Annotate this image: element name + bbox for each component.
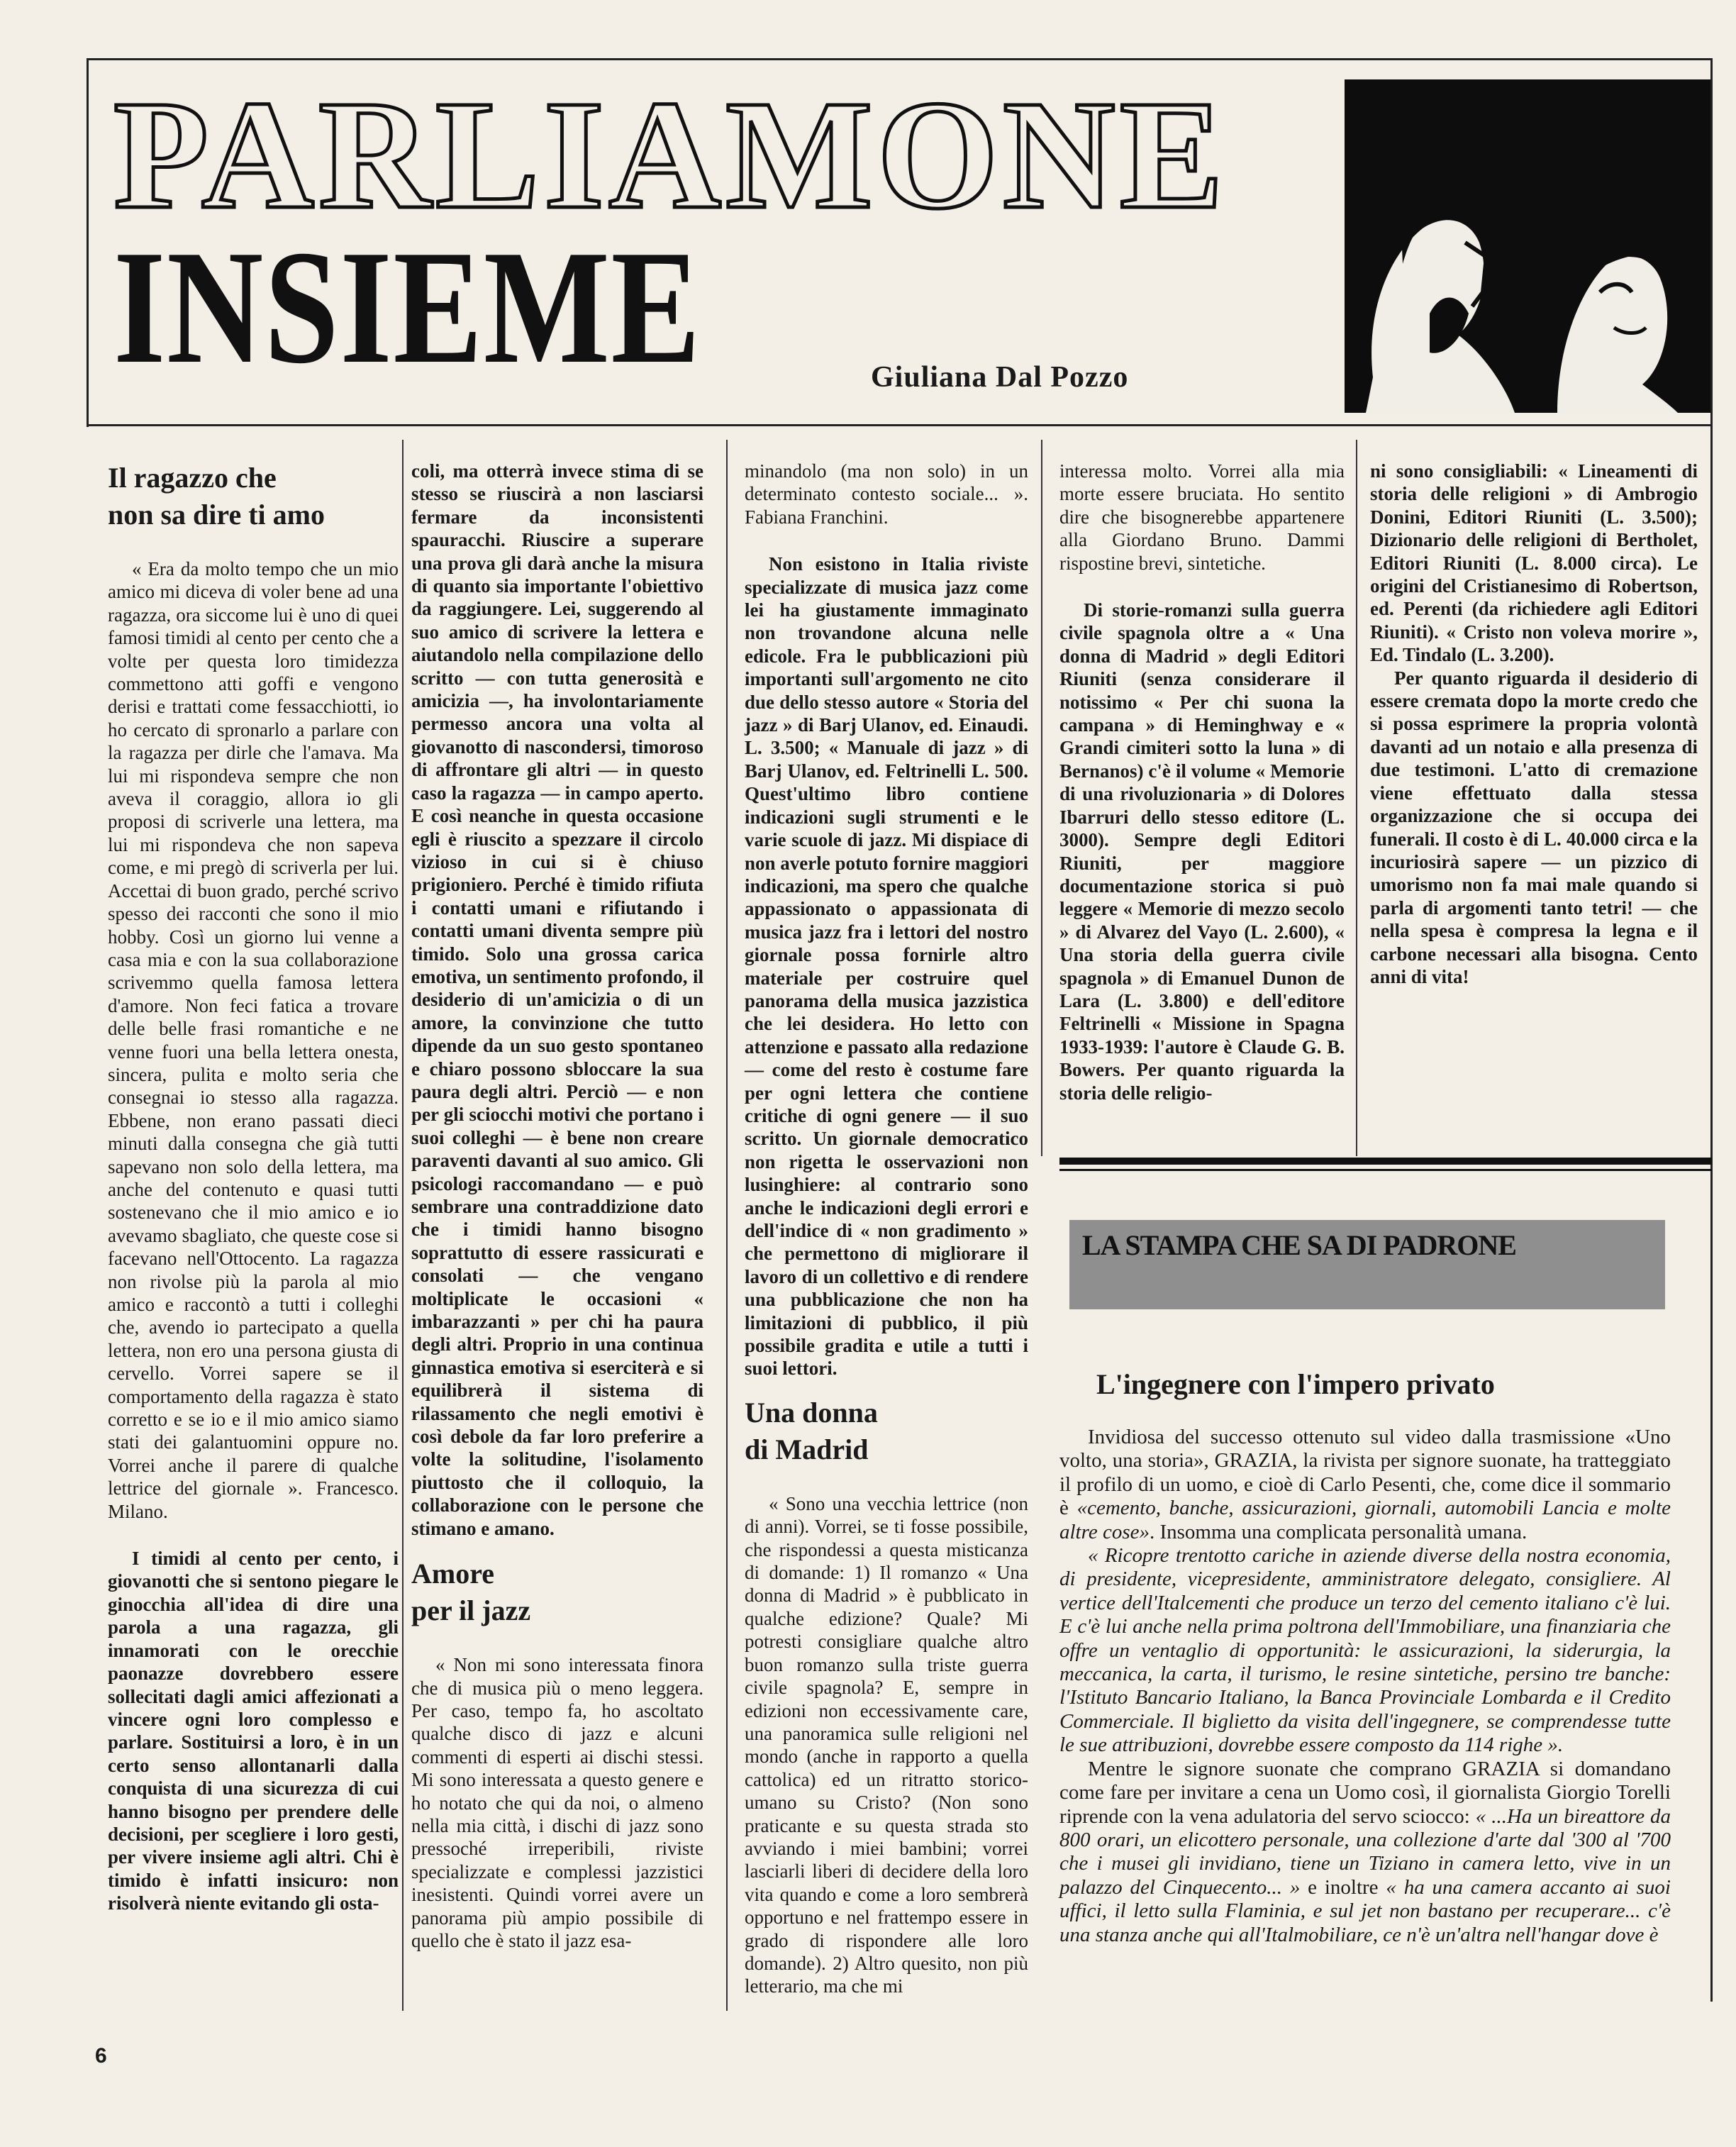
answer-cremazione: Per quanto riguarda il desiderio di essere cremata dopo la morte credo che si possa esprimere la propria volontà davanti ad un notaio e alla presenza di due testimoni. L'atto di cremazione viene effettuato dalla stessa organizzazione che si occupa dei funerali. Il costo è di L. 40.000 circa e la incuriosirà sapere — un pizzico di umorismo non fa mai male quando si parla di argomenti tanto tetri! — che nella spesa è compresa la legna e il carbone necessari alla bisogna. Cento anni di vita! <box>1370 667 1698 987</box>
heading-ragazzo-line2: non sa dire ti amo <box>108 499 325 531</box>
stampa-banner <box>1069 1220 1665 1309</box>
article-p3-text: Mentre le signore suonate che comprano GRAZIA si domandano come fare per invitare a cena un Uomo così, il giornalista Giorgio Torelli riprende con la vena adulatoria del servo sciocco: <box>1059 1757 1671 1828</box>
heading-ragazzo-line1: Il ragazzo che <box>108 462 277 494</box>
answer-timidi-continued: coli, ma otterrà invece stima di se stesso se riuscirà a non lasciarsi fermare da inconsistenti spauracchi. Riuscire a superare una prova gli darà anche la misura di quanto sia importante l'obiettivo da raggiungere. Lei, suggerendo al suo amico di scrivere la lettera e aiutandolo nella compilazione dello scritto — con tutta generosità e amicizia —, ha involontariamente permesso ancora una volta al giovanotto di nascondersi, timoroso di affrontare gli altri — in questo caso la ragazza — in campo aperto. E così neanche in questa occasione egli è riuscito a spezzare il circolo vizioso in cui si è chiuso prigioniero. Perché è timido rifiuta i contatti umani e rifiutando i contatti umani diventa sempre più timido. Solo una grossa carica emotiva, un sentimento profondo, il desiderio di un'amicizia o di un amore, la convinzione che tutto dipende da un suo gesto spontaneo e chiaro possono sbloccare la sua paura degli altri. Perciò — e non per gli sciocchi motivi che portano i suoi colleghi — è bene non creare paraventi davanti al suo amico. Gli psicologi raccomandano — e può sembrare una contraddizione dato che i timidi hanno bisogno soprattutto di essere rassicurati e consolati — che vengano moltiplicate le occasioni « imbarazzanti » per chi ha paura degli altri. Proprio in una continua ginnastica emotiva si eserciterà e si equilibrerà il sistema di rilassamento che negli emotivi è così debole da far loro preferire a volte la solitudine, l'isolamento piuttosto che il colloquio, la collaborazione con le persone che stimano e amano. <box>411 460 703 1539</box>
page-number: 6 <box>95 2044 107 2068</box>
women-illustration <box>1345 79 1710 413</box>
page-right-rule <box>1710 58 1713 2002</box>
article-p3-connector: e inoltre <box>1300 1875 1386 1899</box>
column-rule-3 <box>1041 440 1042 1156</box>
heading-jazz-line1: Amore <box>411 1558 494 1590</box>
answer-madrid: Di storie-romanzi sulla guerra civile spagnola oltre a « Una donna di Madrid » degli Editori Riuniti (senza considerare il notissimo « Per chi suona la campana » di Heminghway e « Grandi cimiteri sotto la luna » di Bernanos) c'è il volume « Memorie di una rivoluzionaria » di Dolores Ibarruri dello stesso editore (L. 3000). Sempre degli Editori Riuniti, per maggiore documentazione storica si può leggere « Memorie di mezzo secolo » di Alvarez del Vayo (L. 2.600), « Una storia della guerra civile spagnola » di Emanuel Dunon de Lara (L. 3.800) e dell'editore Feltrinelli « Missione in Spagna 1933-1939: l'autore è Claude G. B. Bowers. Per quanto riguarda la storia delle religio- <box>1059 599 1345 1104</box>
stampa-banner-label: LA STAMPA CHE SA DI PADRONE <box>1082 1229 1516 1261</box>
article-p1-quote: «cemento, banche, assicurazioni, giornali, automobili Lancia e molte altre cose» <box>1059 1497 1671 1543</box>
section-divider-thick <box>1059 1158 1712 1165</box>
article-paragraph-2: « Ricopre trentotto cariche in aziende diverse della nostra economia, di presidente, vicepresidente, amministratore delegato, consigliere. Al vertice dell'Italcementi che produce un terzo del cemento italiano c'è lui. E c'è lui anche nella prima poltrona dell'Immobiliare, una finanziaria che offre un ventaglio di opportunità: le assicurazioni, la siderurgia, la meccanica, la carta, il turismo, le resine sintetiche, persino tre banche: l'Istituto Bancario Italiano, la Banca Provinciale Lombarda e il Credito Commerciale. Il biglietto da visita dell'ingegnere, se comprendesse tutte le sue attribuzioni, dovrebbe essere composto da 114 righe ». <box>1059 1544 1671 1757</box>
heading-ingegnere: L'ingegnere con l'impero privato <box>1096 1368 1495 1400</box>
title-insieme: INSIEME <box>113 216 701 397</box>
column-rule-2 <box>726 440 728 2011</box>
title-parliamone: PARLIAMONE <box>113 68 1228 241</box>
column-5 <box>1370 460 1698 988</box>
answer-jazz: Non esistono in Italia riviste specializzate di musica jazz come lei ha giustamente immaginato non trovandone alcuna nelle edicole. Fra le pubblicazioni più importanti sull'argomento ne cito due dello stesso autore « Storia del jazz » di Barj Ulanov, ed. Einaudi. L. 3.500; « Manuale di jazz » di Barj Ulanov, ed. Feltrinelli L. 500. Quest'ultimo libro contiene indicazioni sugli strumenti e le varie scuole di jazz. Mi dispiace di non averle potuto fornire maggiori indicazioni, ma spero che qualche appassionato o appassionata di musica jazz fra i lettori del nostro giornale possa fornirle altro materiale per costruire quel panorama della musica jazzistica che lei desidera. Ho letto con attenzione e passato alla redazione — come del resto è costume fare per ogni lettera che contiene critiche di ogni genere — il suo scritto. Un giornale democratico non rigetta le osservazioni non lusinghiere: al contrario sono anche le indicazioni degli errori e dell'indice di « non gradimento » che permettono di migliorare il lavoro di un collettivo e di rendere una pubblicazione che non ha limitazioni di pubblico, il più possibile gradita e utile a tutti i suoi lettori. <box>745 553 1028 1380</box>
answer-timidi: I timidi al cento per cento, i giovanotti che si sentono piegare le ginocchia all'idea di dire una parola a una ragazza, gli innamorati con le orecchie paonazze dovrebbero essere sollecitati dagli amici affezionati a vincere ogni loro complesso e parlare. Sostituirsi a loro, è in un certo senso allontanarli dalla conquista di una sicurezza di cui hanno bisogno per prendere delle decisioni, per scegliere i loro gesti, per vivere insieme agli altri. Chi è timido è infatti insicuro: non risolverà niente evitando gli osta- <box>108 1548 399 1914</box>
header-bottom-rule <box>87 424 1713 426</box>
article-ingegnere <box>1059 1426 1671 1947</box>
article-p3-quote: « ...Ha un bireattore da 800 orari, un elicottero personale, una collezione d'arte dal '300 al '700 che i musei gli invidiano, tiene un Tiziano in camera letto, vive in un palazzo del Cinquecento... » <box>1059 1804 1671 1899</box>
letter-jazz: « Non mi sono interessata finora che di musica più o meno leggera. Per caso, tempo fa, ho ascoltato qualche disco di jazz e alcuni commenti di esperti ai dischi stessi. Mi sono interessata a questo genere e ho notato che qui da noi, o almeno nella mia città, i dischi di jazz sono pressoché irreperibili, riviste specializzate e complessi jazzistici inesistenti. Quindi vorrei avere un panorama più ampio possibile di quello che è stato il jazz esa- <box>411 1654 703 1951</box>
heading-jazz-line2: per il jazz <box>411 1594 531 1627</box>
answer-religioni: ni sono consigliabili: « Lineamenti di storia delle religioni » di Ambrogio Donini, Editori Riuniti (L. 3.500); Dizionario delle religioni di Bertholet, Editori Riuniti (L. 8.000 circa). Le origini del Cristianesimo di Robertson, ed. Perenti (da richiedere agli Editori Riuniti). « Cristo non voleva morire », Ed. Tindalo (L. 3.200). <box>1370 460 1698 666</box>
article-p1-end: . Insomma una complicata personalità umana. <box>1149 1520 1528 1543</box>
column-4 <box>1059 460 1345 1104</box>
header-left-rule <box>87 58 89 427</box>
letter-madrid: « Sono una vecchia lettrice (non di anni). Vorrei, se ti fosse possibile, che rispondessi a questa misticanza di domande: 1) Il romanzo « Una donna di Madrid » è pubblicato in qualche edizione? Quale? Mi potresti consigliare qualche altro buon romanzo sulla triste guerra civile spagnola? E, sempre in edizioni non eccessivamente care, una panoramica sulle religioni nel mondo (anche in rapporto a quella cattolica) ed un ritratto storico-umano su Cristo? (Non sono praticante e su questa strada sto avviando i miei bambini; vorrei lasciarli liberi di decidere della loro vita quando e come a loro sembrerà opportuno e nel frattempo essere in grado di rispondere alle loro domande). 2) Altro quesito, non più letterario, ma che mi <box>745 1492 1028 1997</box>
column-1 <box>108 460 399 1915</box>
column-3 <box>745 460 1028 1998</box>
column-rule-1 <box>402 440 404 2011</box>
article-p1-text: Invidiosa del successo ottenuto sul video dalla trasmissione «Uno volto, una storia», GRAZIA, la rivista per signore suonate, ha tratteggiato il profilo di un uomo, e cioè di Carlo Pesenti, che, come dice il sommario è <box>1059 1426 1671 1520</box>
article-paragraph-3 <box>1059 1758 1671 1947</box>
letter-francesco: « Era da molto tempo che un mio amico mi diceva di voler bene ad una ragazza, ora siccome lui è uno di quei famosi timidi al cento per cento che a volte per questa loro timidezza commettono atti goffi e vengono derisi e trattati come fessacchiotti, io ho cercato di spronarlo a parlare con la ragazza per dirle che l'amava. Ma lui mi rispondeva sempre che non aveva il coraggio, allora io gli proposi di scriverle una lettera, ma lui mi rispondeva che non sapeva come, e mi pregò di scriverla per lui. Accettai di buon grado, perché scrivo spesso dei racconti che sono il mio hobby. Così un giorno lui venne a casa mia e con la sua collaborazione scrivemmo quella famosa lettera d'amore. Non feci fatica a trovare delle belle frasi romantiche e ne venne fuori una bella lettera onesta, sincera, pulita e molto seria che consegnai io stesso alla ragazza. Ebbene, non erano passati dieci minuti dalla consegna che già tutti sapevano non solo della lettera, ma anche del contenuto e quasi tutti sostenevano che il mio amico e io avevamo sbagliato, che queste cose si facevano nell'Ottocento. La ragazza non rivolse più la parola al mio amico e raccontò a tutti i colleghi che, avendo io partecipato a quella lettera, non ero una persona giusta di cervello. Vorrei sapere se il comportamento della ragazza è stato corretto e se io e il mio amico siamo stati dei galantuomini oppure no. Vorrei anche il parere di qualche lettrice del giornale ». Francesco. Milano. <box>108 558 399 1522</box>
letter-jazz-end: minandolo (ma non solo) in un determinato contesto sociale... ». Fabiana Franchini. <box>745 460 1028 528</box>
article-p3-quote2: « ha una camera accanto ai suoi uffici, il letto sulla Flaminia, e sul jet non bastano per recuperare... c'è una stanza anche qui all'Italmobiliare, ce n'è un'altra nell'hangar dove è <box>1059 1875 1671 1946</box>
author-byline: Giuliana Dal Pozzo <box>871 361 1129 394</box>
letter-madrid-end: interessa molto. Vorrei alla mia morte essere bruciata. Ho sentito dire che bisognerebbe appartenere alla Giordano Bruno. Dammi rispostine brevi, sintetiche. <box>1059 460 1345 574</box>
header-top-rule <box>87 58 1713 60</box>
article-paragraph-1 <box>1059 1426 1671 1544</box>
header-photo-two-women <box>1345 79 1710 413</box>
column-rule-4 <box>1356 440 1357 1156</box>
heading-madrid-line2: di Madrid <box>745 1433 869 1465</box>
column-2 <box>411 460 703 1952</box>
section-divider-thin <box>1059 1169 1712 1171</box>
heading-madrid-line1: Una donna <box>745 1396 878 1428</box>
